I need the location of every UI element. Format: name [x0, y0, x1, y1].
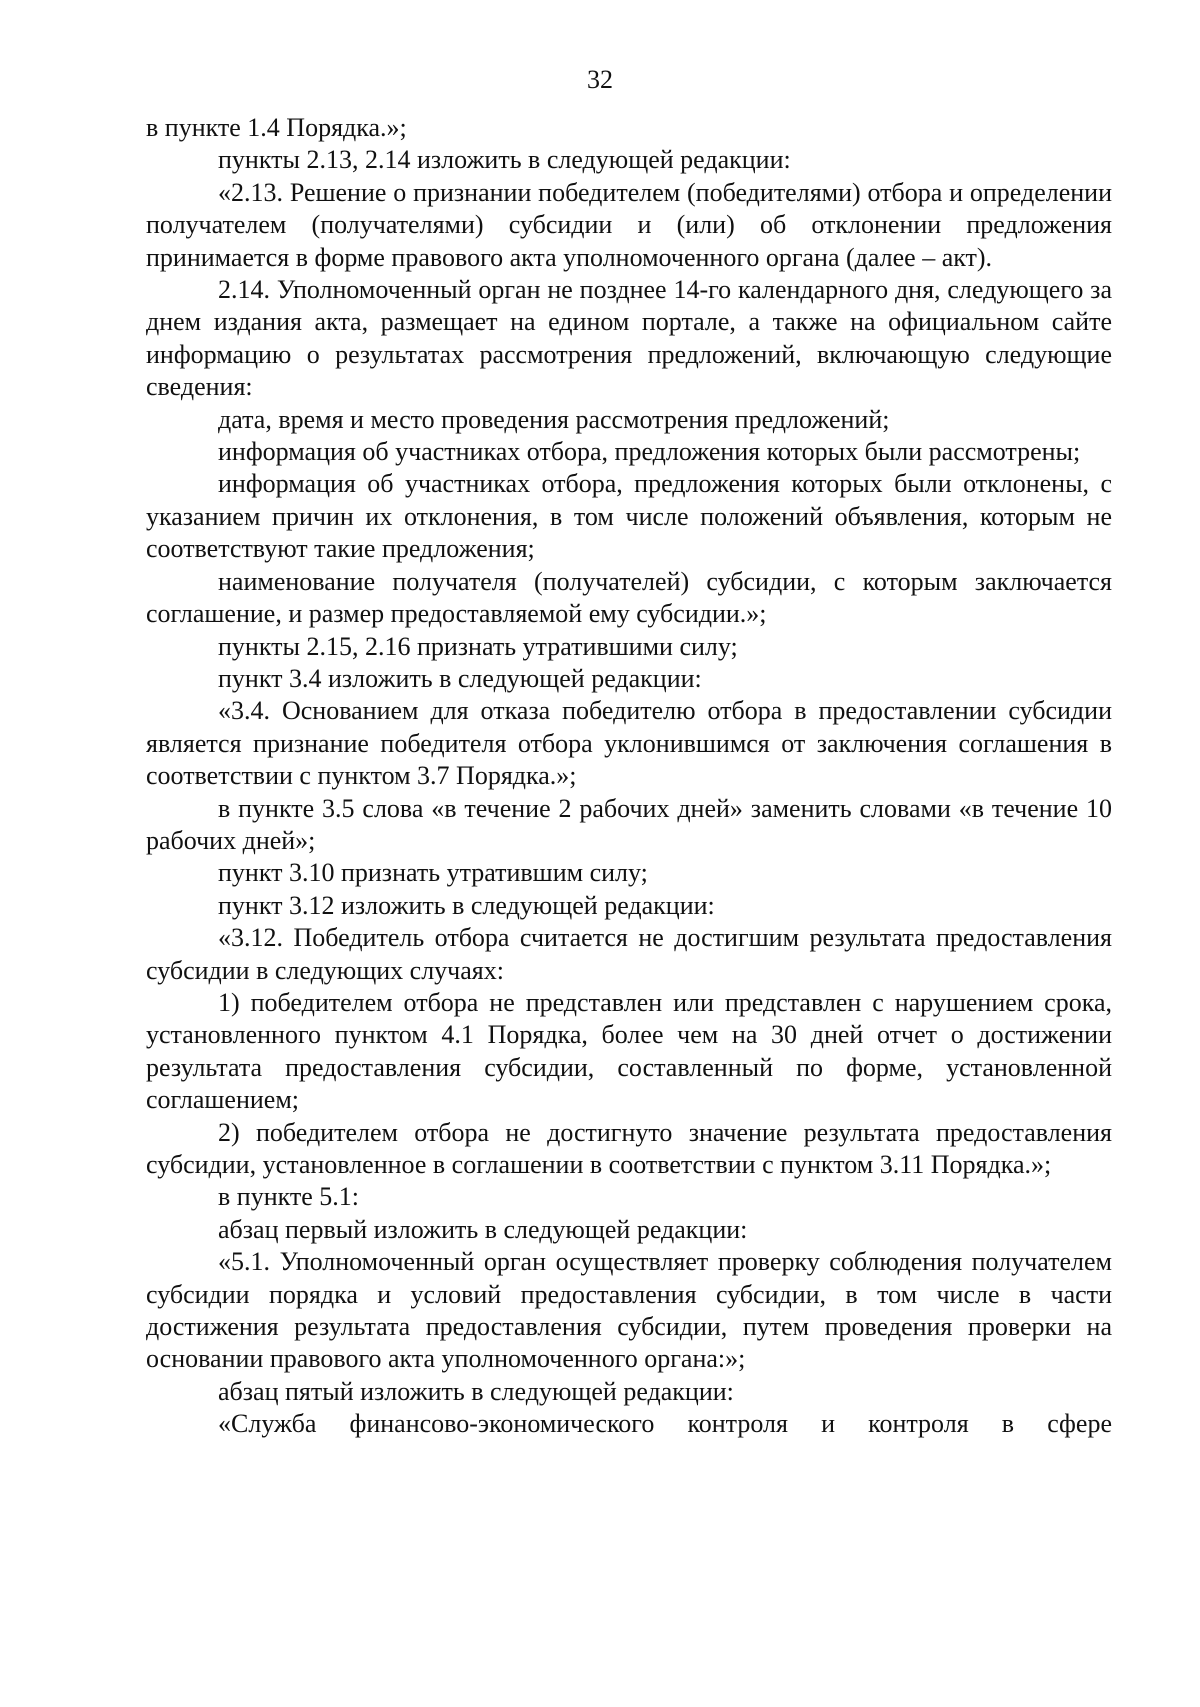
paragraph: 2) победителем отбора не достигнуто значение результата предоставления субсидии, установленное в соглашении в соответствии с пунктом 3.11 Порядка.»; — [146, 1117, 1112, 1179]
paragraph: информация об участниках отбора, предложения которых были рассмотрены; — [218, 437, 1081, 467]
paragraph: дата, время и место проведения рассмотрения предложений; — [218, 404, 890, 434]
paragraph: информация об участниках отбора, предложения которых были отклонены, с указанием причин их отклонения, в том числе положений объявления, которым не соответствуют такие предложения; — [146, 469, 1112, 564]
paragraph: 1) победителем отбора не представлен или представлен с нарушением срока, установленного пунктом 4.1 Порядка, более чем на 30 дней отчет о достижении результата предоставления субсидии, составленный по форме, установленной соглашением; — [146, 987, 1112, 1115]
paragraph: пункт 3.10 признать утратившим силу; — [218, 858, 648, 888]
paragraph: пункт 3.4 изложить в следующей редакции: — [218, 663, 702, 693]
paragraph: в пункте 5.1: — [218, 1182, 360, 1212]
paragraph: в пункте 1.4 Порядка.»; — [146, 113, 407, 142]
paragraph: пункты 2.15, 2.16 признать утратившими силу; — [218, 631, 738, 661]
paragraph: «3.4. Основанием для отказа победителю отбора в предоставлении субсидии является признание победителя отбора уклонившимся от заключения соглашения в соответствии с пунктом 3.7 Порядка.»; — [146, 696, 1112, 791]
paragraph: наименование получателя (получателей) субсидии, с которым заключается соглашение, и размер предоставляемой ему субсидии.»; — [146, 566, 1112, 629]
paragraph: «3.12. Победитель отбора считается не достигшим результата предоставления субсидии в следующих случаях: — [146, 923, 1112, 985]
page-number: 32 — [587, 65, 613, 94]
paragraph: абзац первый изложить в следующей редакции: — [218, 1214, 748, 1244]
document-body — [146, 112, 1112, 1441]
paragraph: в пункте 3.5 слова «в течение 2 рабочих дней» заменить словами «в течение 10 рабочих дней»; — [146, 793, 1112, 855]
paragraph: «5.1. Уполномоченный орган осуществляет проверку соблюдения получателем субсидии порядка и условий предоставления субсидии, в том числе в части достижения результата предоставления субсидии, путем проведения проверки на основании правового акта уполномоченного органа:»; — [146, 1247, 1112, 1374]
paragraph: пункт 3.12 изложить в следующей редакции: — [218, 890, 715, 920]
paragraph: «Служба финансово-экономического контроля и контроля в сфере — [218, 1409, 1112, 1439]
paragraph: абзац пятый изложить в следующей редакции: — [218, 1376, 734, 1406]
paragraph: 2.14. Уполномоченный орган не позднее 14-го календарного дня, следующего за днем издания акта, размещает на едином портале, а также на официальном сайте информацию о результатах рассмотрения предложений, включающую следующие сведения: — [146, 275, 1112, 402]
paragraph: «2.13. Решение о признании победителем (победителями) отбора и определении получателем (получателями) субсидии и (или) об отклонении предложения принимается в форме правового акта уполномоченного органа (далее – акт). — [146, 177, 1112, 272]
paragraph: пункты 2.13, 2.14 изложить в следующей редакции: — [218, 145, 791, 175]
